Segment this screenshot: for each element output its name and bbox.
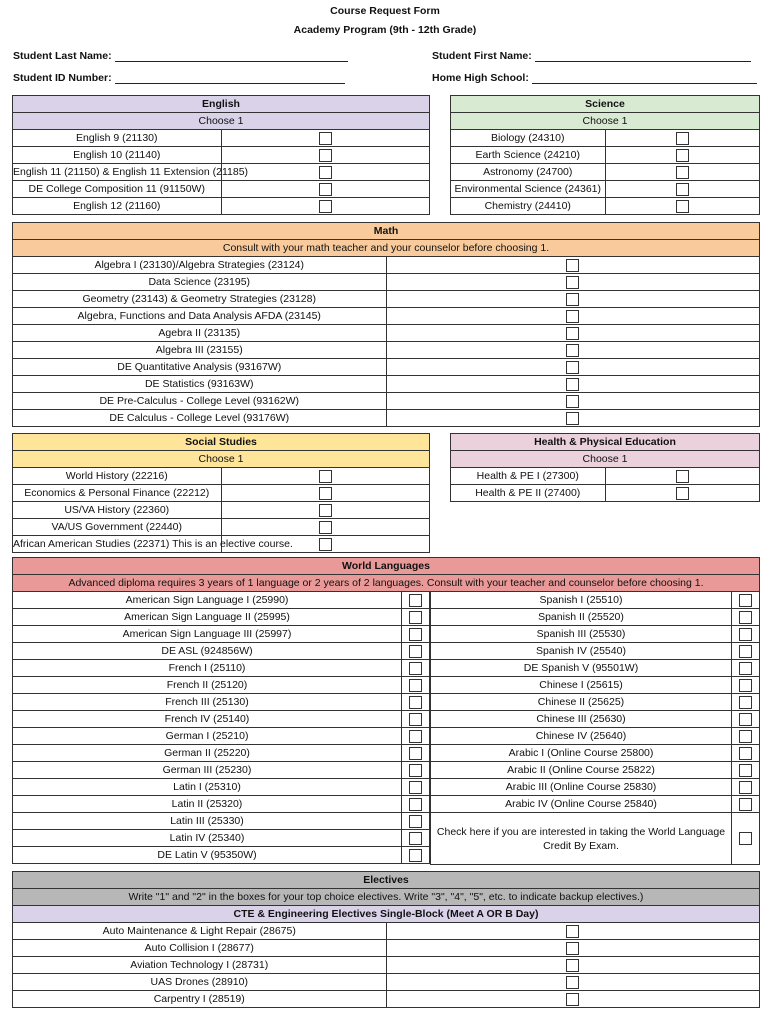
world-languages-left bbox=[12, 591, 430, 864]
list-item: French III (25130) bbox=[13, 694, 430, 711]
checkbox[interactable] bbox=[566, 925, 579, 938]
languages-title: World Languages bbox=[13, 558, 760, 575]
credit-exam-checkbox[interactable] bbox=[739, 832, 752, 845]
list-item: French II (25120) bbox=[13, 677, 430, 694]
checkbox[interactable] bbox=[739, 730, 752, 743]
checkbox[interactable] bbox=[566, 276, 579, 289]
list-item: Auto Collision I (28677) bbox=[13, 940, 760, 957]
list-item: Data Science (23195) bbox=[13, 274, 760, 291]
list-item: Latin III (25330) bbox=[13, 813, 430, 830]
list-item: World History (22216) bbox=[13, 468, 430, 485]
list-item: Chinese III (25630) bbox=[431, 711, 760, 728]
world-languages-header bbox=[12, 557, 760, 592]
checkbox[interactable] bbox=[409, 832, 422, 845]
checkbox[interactable] bbox=[739, 594, 752, 607]
list-item: Spanish II (25520) bbox=[431, 609, 760, 626]
list-item: German III (25230) bbox=[13, 762, 430, 779]
checkbox[interactable] bbox=[409, 713, 422, 726]
list-item: Chinese IV (25640) bbox=[431, 728, 760, 745]
checkbox[interactable] bbox=[409, 747, 422, 760]
checkbox[interactable] bbox=[739, 781, 752, 794]
checkbox[interactable] bbox=[409, 662, 422, 675]
last-name-field[interactable] bbox=[13, 50, 348, 62]
english-subtitle: Choose 1 bbox=[13, 113, 430, 130]
list-item: Arabic II (Online Course 25822) bbox=[431, 762, 760, 779]
checkbox[interactable] bbox=[319, 149, 332, 162]
checkbox[interactable] bbox=[739, 679, 752, 692]
list-item: Agebra II (23135) bbox=[13, 325, 760, 342]
list-item: Astronomy (24700) bbox=[451, 164, 760, 181]
list-item: US/VA History (22360) bbox=[13, 502, 430, 519]
list-item: English 12 (21160) bbox=[13, 198, 430, 215]
credit-exam-row bbox=[431, 813, 760, 865]
list-item: Spanish IV (25540) bbox=[431, 643, 760, 660]
list-item: Chinese I (25615) bbox=[431, 677, 760, 694]
list-item: Arabic III (Online Course 25830) bbox=[431, 779, 760, 796]
checkbox[interactable] bbox=[676, 132, 689, 145]
list-item: Health & PE I (27300) bbox=[451, 468, 760, 485]
list-item: American Sign Language I (25990) bbox=[13, 592, 430, 609]
list-item: UAS Drones (28910) bbox=[13, 974, 760, 991]
list-item: Carpentry I (28519) bbox=[13, 991, 760, 1008]
checkbox[interactable] bbox=[566, 293, 579, 306]
list-item: American Sign Language III (25997) bbox=[13, 626, 430, 643]
list-item: Earth Science (24210) bbox=[451, 147, 760, 164]
checkbox[interactable] bbox=[319, 538, 332, 551]
health-title: Health & Physical Education bbox=[451, 434, 760, 451]
checkbox[interactable] bbox=[319, 487, 332, 500]
list-item: Spanish I (25510) bbox=[431, 592, 760, 609]
student-id-field[interactable] bbox=[13, 72, 345, 84]
checkbox[interactable] bbox=[739, 628, 752, 641]
last-name-label: Student Last Name: bbox=[13, 50, 112, 62]
science-title: Science bbox=[451, 96, 760, 113]
list-item: Algebra I (23130)/Algebra Strategies (23124) bbox=[13, 257, 760, 274]
list-item: Aviation Technology I (28731) bbox=[13, 957, 760, 974]
list-item: English 9 (21130) bbox=[13, 130, 430, 147]
list-item: DE Calculus - College Level (93176W) bbox=[13, 410, 760, 427]
checkbox[interactable] bbox=[566, 993, 579, 1006]
list-item: Geometry (23143) & Geometry Strategies (23128) bbox=[13, 291, 760, 308]
list-item: DE Spanish V (95501W) bbox=[431, 660, 760, 677]
list-item: VA/US Government (22440) bbox=[13, 519, 430, 536]
list-item: Arabic IV (Online Course 25840) bbox=[431, 796, 760, 813]
checkbox[interactable] bbox=[739, 611, 752, 624]
checkbox[interactable] bbox=[566, 942, 579, 955]
list-item: Latin IV (25340) bbox=[13, 830, 430, 847]
checkbox[interactable] bbox=[566, 378, 579, 391]
form-subtitle: Academy Program (9th - 12th Grade) bbox=[293, 24, 477, 36]
checkbox[interactable] bbox=[566, 976, 579, 989]
checkbox[interactable] bbox=[319, 200, 332, 213]
list-item: Health & PE II (27400) bbox=[451, 485, 760, 502]
checkbox[interactable] bbox=[566, 361, 579, 374]
math-subtitle: Consult with your math teacher and your counselor before choosing 1. bbox=[13, 240, 760, 257]
world-languages-right bbox=[430, 591, 760, 865]
checkbox[interactable] bbox=[409, 764, 422, 777]
social-title: Social Studies bbox=[13, 434, 430, 451]
health-pe-section bbox=[450, 433, 760, 502]
cte-title: CTE & Engineering Electives Single-Block (Meet A OR B Day) bbox=[13, 906, 760, 923]
checkbox[interactable] bbox=[409, 679, 422, 692]
checkbox[interactable] bbox=[739, 662, 752, 675]
checkbox[interactable] bbox=[409, 628, 422, 641]
science-section bbox=[450, 95, 760, 215]
checkbox[interactable] bbox=[319, 470, 332, 483]
checkbox[interactable] bbox=[566, 259, 579, 272]
checkbox[interactable] bbox=[676, 487, 689, 500]
home-school-label: Home High School: bbox=[432, 72, 529, 84]
student-id-label: Student ID Number: bbox=[13, 72, 112, 84]
list-item: Latin I (25310) bbox=[13, 779, 430, 796]
list-item: Algebra III (23155) bbox=[13, 342, 760, 359]
list-item: DE College Composition 11 (91150W) bbox=[13, 181, 430, 198]
list-item: DE ASL (924856W) bbox=[13, 643, 430, 660]
list-item: African American Studies (22371) This is an elective course. bbox=[13, 536, 430, 553]
math-title: Math bbox=[13, 223, 760, 240]
checkbox[interactable] bbox=[409, 645, 422, 658]
checkbox[interactable] bbox=[739, 798, 752, 811]
list-item: American Sign Language II (25995) bbox=[13, 609, 430, 626]
first-name-field[interactable] bbox=[432, 50, 751, 62]
list-item: French I (25110) bbox=[13, 660, 430, 677]
checkbox[interactable] bbox=[319, 166, 332, 179]
english-section bbox=[12, 95, 430, 215]
list-item: English 10 (21140) bbox=[13, 147, 430, 164]
list-item: German II (25220) bbox=[13, 745, 430, 762]
list-item: French IV (25140) bbox=[13, 711, 430, 728]
checkbox[interactable] bbox=[739, 645, 752, 658]
checkbox[interactable] bbox=[319, 521, 332, 534]
checkbox[interactable] bbox=[409, 781, 422, 794]
checkbox[interactable] bbox=[566, 344, 579, 357]
list-item: Arabic I (Online Course 25800) bbox=[431, 745, 760, 762]
electives-section bbox=[12, 871, 760, 1008]
list-item: Biology (24310) bbox=[451, 130, 760, 147]
checkbox[interactable] bbox=[739, 764, 752, 777]
checkbox[interactable] bbox=[676, 470, 689, 483]
first-name-label: Student First Name: bbox=[432, 50, 532, 62]
checkbox[interactable] bbox=[409, 815, 422, 828]
checkbox[interactable] bbox=[566, 959, 579, 972]
checkbox[interactable] bbox=[409, 594, 422, 607]
languages-subtitle: Advanced diploma requires 3 years of 1 language or 2 years of 2 languages. Consult with your teacher and counselor before choosing 1. bbox=[13, 575, 760, 592]
form-title: Course Request Form bbox=[330, 5, 440, 17]
english-title: English bbox=[13, 96, 430, 113]
checkbox[interactable] bbox=[409, 849, 422, 862]
checkbox[interactable] bbox=[739, 713, 752, 726]
checkbox[interactable] bbox=[566, 310, 579, 323]
list-item: Chinese II (25625) bbox=[431, 694, 760, 711]
list-item: Algebra, Functions and Data Analysis AFDA (23145) bbox=[13, 308, 760, 325]
list-item: Environmental Science (24361) bbox=[451, 181, 760, 198]
social-studies-section bbox=[12, 433, 430, 553]
list-item: Chemistry (24410) bbox=[451, 198, 760, 215]
checkbox[interactable] bbox=[676, 183, 689, 196]
math-section bbox=[12, 222, 760, 427]
list-item: Auto Maintenance & Light Repair (28675) bbox=[13, 923, 760, 940]
list-item: DE Quantitative Analysis (93167W) bbox=[13, 359, 760, 376]
list-item: DE Statistics (93163W) bbox=[13, 376, 760, 393]
health-subtitle: Choose 1 bbox=[451, 451, 760, 468]
checkbox[interactable] bbox=[676, 200, 689, 213]
list-item: Economics & Personal Finance (22212) bbox=[13, 485, 430, 502]
checkbox[interactable] bbox=[409, 730, 422, 743]
social-subtitle: Choose 1 bbox=[13, 451, 430, 468]
checkbox[interactable] bbox=[319, 504, 332, 517]
electives-title: Electives bbox=[13, 872, 760, 889]
list-item: DE Latin V (95350W) bbox=[13, 847, 430, 864]
list-item: German I (25210) bbox=[13, 728, 430, 745]
list-item: Latin II (25320) bbox=[13, 796, 430, 813]
science-subtitle: Choose 1 bbox=[451, 113, 760, 130]
checkbox[interactable] bbox=[739, 747, 752, 760]
checkbox[interactable] bbox=[739, 696, 752, 709]
credit-exam-label: Check here if you are interested in taking the World Language Credit By Exam. bbox=[431, 813, 732, 865]
checkbox[interactable] bbox=[409, 611, 422, 624]
home-school-field[interactable] bbox=[432, 72, 757, 84]
checkbox[interactable] bbox=[566, 412, 579, 425]
checkbox[interactable] bbox=[409, 696, 422, 709]
electives-subtitle: Write "1" and "2" in the boxes for your top choice electives. Write "3", "4", "5", etc. to indicate backup electives.) bbox=[13, 889, 760, 906]
checkbox[interactable] bbox=[409, 798, 422, 811]
list-item: Spanish III (25530) bbox=[431, 626, 760, 643]
checkbox[interactable] bbox=[319, 132, 332, 145]
checkbox[interactable] bbox=[566, 395, 579, 408]
checkbox[interactable] bbox=[676, 166, 689, 179]
list-item: English 11 (21150) & English 11 Extension (21185) bbox=[13, 164, 430, 181]
checkbox[interactable] bbox=[319, 183, 332, 196]
checkbox[interactable] bbox=[676, 149, 689, 162]
list-item: DE Pre-Calculus - College Level (93162W) bbox=[13, 393, 760, 410]
checkbox[interactable] bbox=[566, 327, 579, 340]
